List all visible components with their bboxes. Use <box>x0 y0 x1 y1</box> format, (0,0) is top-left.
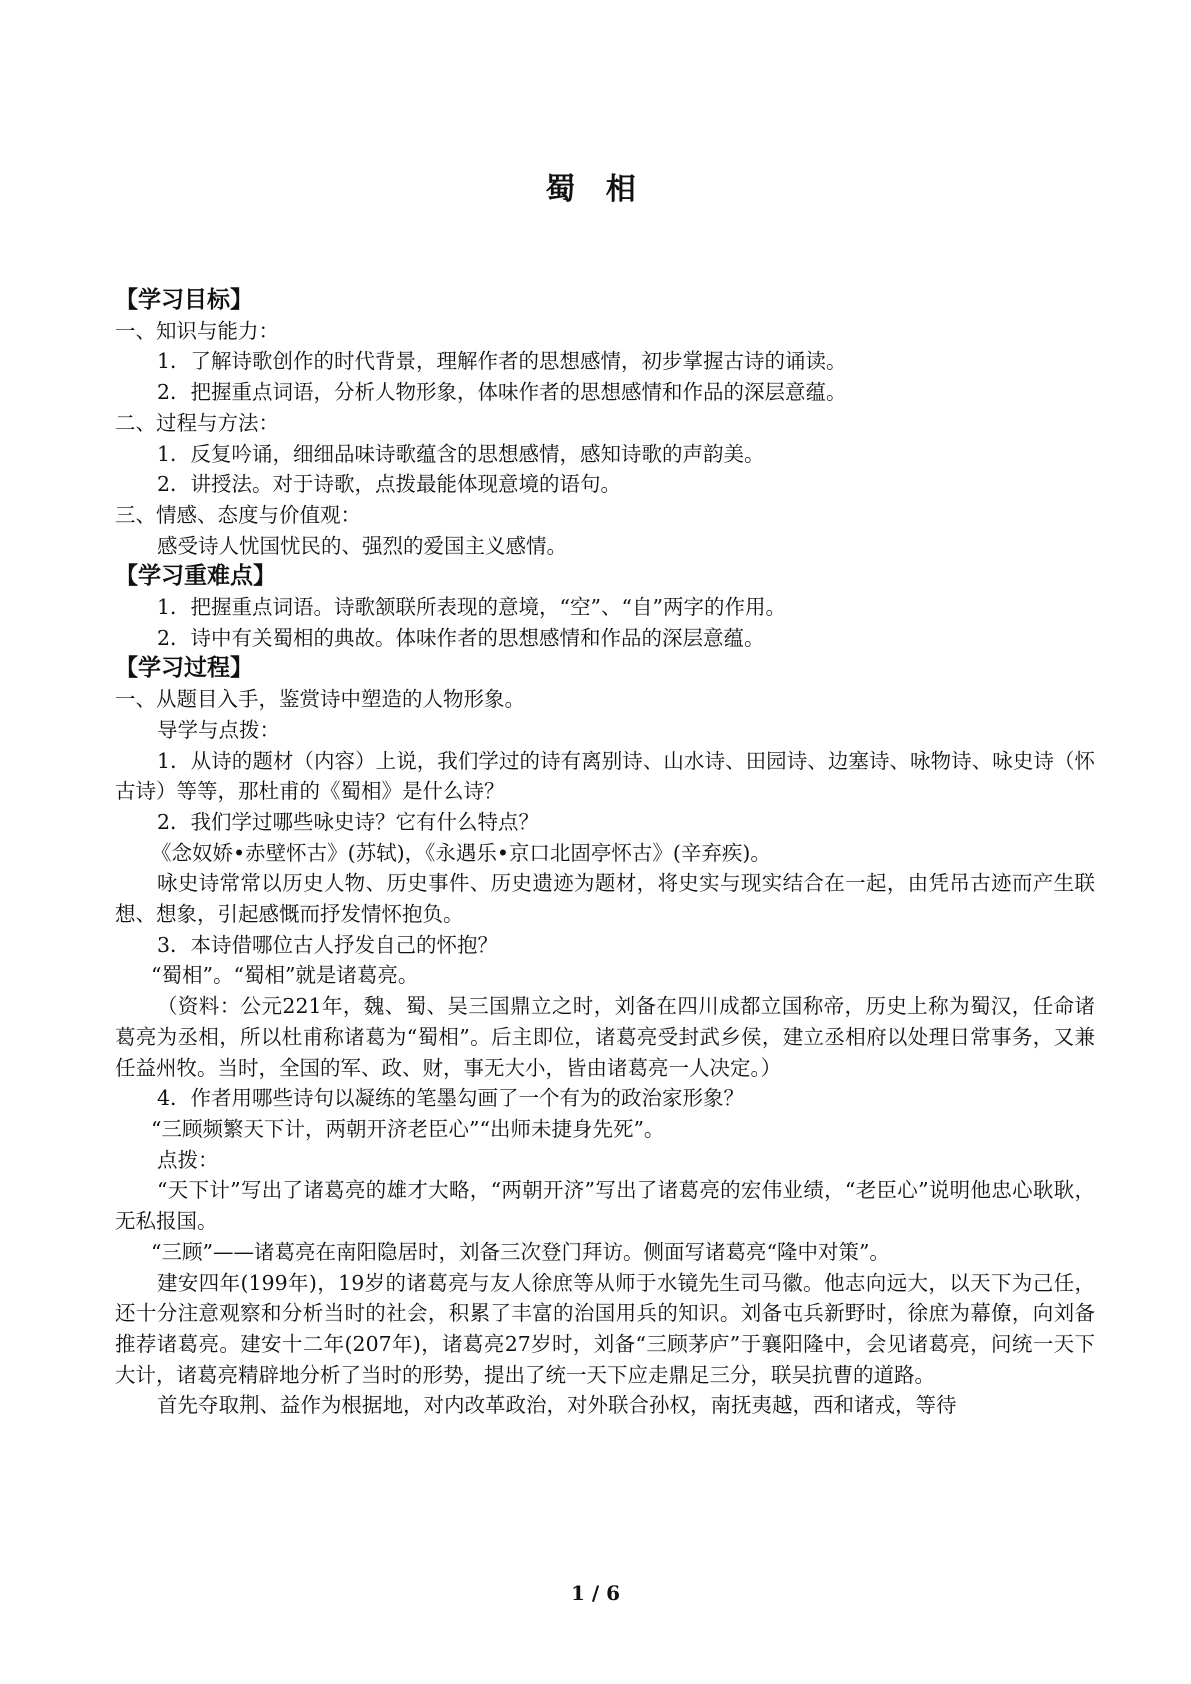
goal-item: 感受诗人忧国忧民的、强烈的爱国主义感情。 <box>157 533 567 558</box>
goal-item: 1．反复吟诵，细细品味诗歌蕴含的思想感情，感知诗歌的声韵美。 <box>157 441 765 466</box>
subheading-method: 二、过程与方法： <box>115 410 279 435</box>
goal-item: 2．讲授法。对于诗歌，点拨最能体现意境的语句。 <box>157 472 622 497</box>
answer-paragraph: 咏史诗常常以历史人物、历史事件、历史遗迹为题材，将史实与现实结合在一起，由凭吊古迹而产生联想、想象，引起感慨而抒发情怀抱负。 <box>115 871 1095 927</box>
document-title: 蜀 相 <box>545 172 646 207</box>
hint-label: 点拨： <box>157 1147 219 1172</box>
section-heading-goals: 【学习目标】 <box>115 287 253 313</box>
goal-item: 2．把握重点词语，分析人物形象，体味作者的思想感情和作品的深层意蕴。 <box>157 380 847 405</box>
reference-paragraph: （资料：公元221年，魏、蜀、吴三国鼎立之时，刘备在四川成都立国称帝，历史上称为蜀汉，任命诸葛亮为丞相，所以杜甫称诸葛为“蜀相”。后主即位，诸葛亮受封武乡侯，建立丞相府以处理日常事务，又兼任益州牧。当时，全国的军、政、财，事无大小，皆由诸葛亮一人决定。） <box>115 994 1095 1080</box>
page-number: 1 / 6 <box>570 1581 621 1605</box>
hint-paragraph: “三顾”——诸葛亮在南阳隐居时，刘备三次登门拜访。侧面写诸葛亮“隆中对策”。 <box>151 1239 890 1264</box>
document-body <box>115 285 1095 1421</box>
hint-paragraph: 建安四年(199年)，19岁的诸葛亮与友人徐庶等从师于水镜先生司马徽。他志向远大，以天下为己任，还十分注意观察和分析当时的社会，积累了丰富的治国用兵的知识。刘备屯兵新野时，徐庶为幕僚，向刘备推荐诸葛亮。建安十二年(207年)，诸葛亮27岁时，刘备“三顾茅庐”于襄阳隆中，会见诸葛亮，问统一天下大计，诸葛亮精辟地分析了当时的形势，提出了统一天下应走鼎足三分，联吴抗曹的道路。 <box>115 1270 1095 1387</box>
question: 2．我们学过哪些咏史诗？它有什么特点？ <box>157 809 540 834</box>
keypoint-item: 1．把握重点词语。诗歌颔联所表现的意境，“空”、“自”两字的作用。 <box>157 595 786 620</box>
process-step: 一、从题目入手，鉴赏诗中塑造的人物形象。 <box>115 687 525 712</box>
section-heading-keypoints: 【学习重难点】 <box>115 563 276 590</box>
question: 3．本诗借哪位古人抒发自己的怀抱？ <box>157 932 499 957</box>
answer: “三顾频繁天下计，两朝开济老臣心”“出师未捷身先死”。 <box>151 1116 665 1141</box>
goal-item: 1．了解诗歌创作的时代背景，理解作者的思想感情，初步掌握古诗的诵读。 <box>157 349 847 374</box>
keypoint-item: 2．诗中有关蜀相的典故。体味作者的思想感情和作品的深层意蕴。 <box>157 625 765 650</box>
question: 4．作者用哪些诗句以凝练的笔墨勾画了一个有为的政治家形象？ <box>157 1086 745 1111</box>
subheading-knowledge: 一、知识与能力： <box>115 318 279 343</box>
answer: “蜀相”。“蜀相”就是诸葛亮。 <box>151 963 419 988</box>
hint-paragraph: “天下计”写出了诸葛亮的雄才大略，“两朝开济”写出了诸葛亮的宏伟业绩，“老臣心”说明他忠心耿耿，无私报国。 <box>115 1178 1095 1234</box>
answer: 《念奴娇•赤壁怀古》(苏轼)，《永遇乐•京口北固亭怀古》(辛弃疾)。 <box>151 840 771 865</box>
hint-paragraph: 首先夺取荆、益作为根据地，对内改革政治，对外联合孙权，南抚夷越，西和诸戎，等待 <box>157 1393 957 1418</box>
process-label: 导学与点拨： <box>157 717 280 742</box>
section-heading-process: 【学习过程】 <box>115 655 253 682</box>
question-paragraph: 1．从诗的题材（内容）上说，我们学过的诗有离别诗、山水诗、田园诗、边塞诗、咏物诗、咏史诗（怀古诗）等等，那杜甫的《蜀相》是什么诗？ <box>115 748 1095 804</box>
subheading-emotion: 三、情感、态度与价值观： <box>115 502 361 527</box>
